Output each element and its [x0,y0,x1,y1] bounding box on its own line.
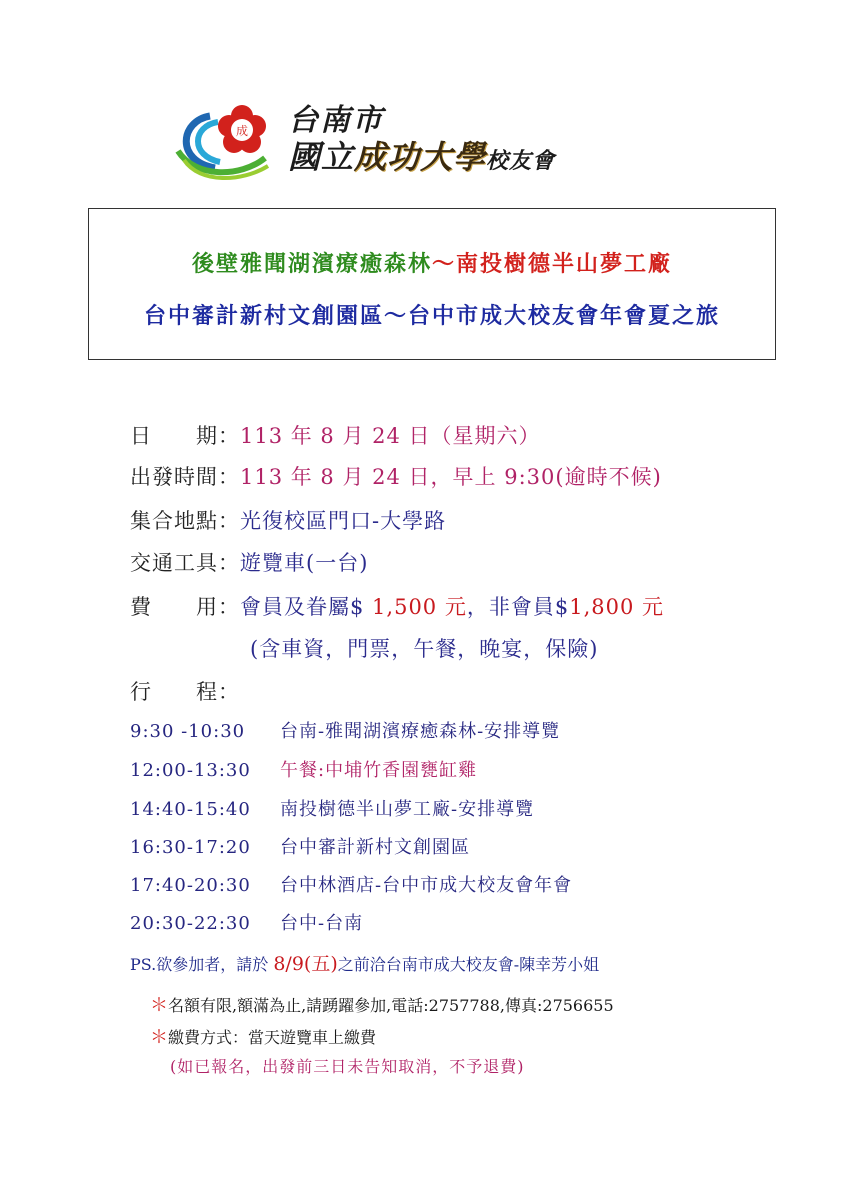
asterisk-icon: ＊ [150,1027,168,1048]
schedule-row: 20:30-22:30 台中-台南 [130,913,364,934]
asterisk-icon: ＊ [150,995,168,1016]
association-name [288,104,555,180]
university-emblem-icon [170,96,280,186]
svg-text:成: 成 [235,124,249,138]
title-box [88,208,776,360]
departure-row: 出發時間：113 年 8 月 24 日，早上 9:30(逾時不候) [130,465,662,489]
fee-row: 費 用：會員及眷屬$ 1,500 元，非會員$1,800 元 [130,595,665,619]
schedule-row: 9:30 -10:30 台南-雅聞湖濱療癒森林-安排導覽 [130,721,561,742]
fee-note: (含車資，門票，午餐，晚宴，保險) [250,637,599,661]
schedule-row: 16:30-17:20 台中審計新村文創園區 [130,837,470,858]
logo-city: 台南市 [288,103,384,138]
note-refund: (如已報名，出發前三日未告知取消，不予退費) [170,1057,525,1076]
schedule-row: 17:40-20:30 台中林酒店-台中市成大校友會年會 [130,875,573,896]
logo-alumni: 校友會 [486,148,556,174]
logo-national: 國立 [288,138,355,176]
note-quota: ＊名額有限,額滿為止,請踴躍參加,電話:2757788,傳真:2756655 [150,995,614,1016]
ps-note: PS.欲參加者，請於 8/9(五)之前洽台南市成大校友會-陳幸芳小姐 [130,953,600,975]
title-line-1: 後壁雅聞湖濱療癒森林～南投樹德半山夢工廠 [191,251,673,277]
itinerary-label: 行 程： [130,680,240,704]
title-line-2: 台中審計新村文創園區～台中市成大校友會年會夏之旅 [143,303,720,329]
alumni-association-logo [170,96,570,186]
transport-row: 交通工具：遊覽車(一台) [130,551,369,575]
note-payment: ＊繳費方式：當天遊覽車上繳費 [150,1027,377,1048]
date-row: 日 期：113 年 8 月 24 日（星期六） [130,424,541,448]
meeting-point-row: 集合地點：光復校區門口-大學路 [130,509,447,533]
logo-university: 成功大學 [354,138,487,176]
schedule-row: 12:00-13:30 午餐:中埔竹香園甕缸雞 [130,760,478,781]
schedule-row: 14:40-15:40 南投樹德半山夢工廠-安排導覽 [130,799,535,820]
